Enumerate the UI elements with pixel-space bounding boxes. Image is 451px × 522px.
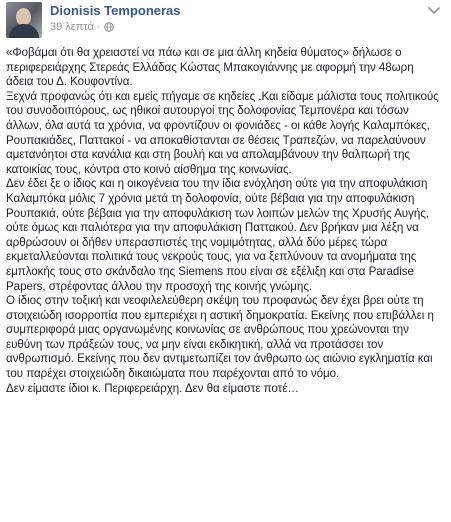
post-paragraph-2: Ξεχνά προφανώς ότι και εμείς πήγαμε σε κηδείες .Και είδαμε μάλιστα τους πολιτικούς του συνοδοιπόρους, ως ηθικοί αυτουργοί της δολοφονίας Τεμπονέρα και τόσων άλλων, όλα αυτά τα χρόνια, να φροντίζουν οι φονιάδες - οι κάθε λογής Καλαμπόκες, Ρουπακιάδες, Παττακοί - να αποκαθίστανται σε θέσεις Τραπεζών, να παρελαύνουν αμετανόητοι στα κανάλια και στη βουλή και να απολαμβάνουν την θαλπωρή της κατοικίας τους, κόντρα στο κοινό αίσθημα της κοινωνίας. — [6, 89, 439, 176]
post-paragraph-3: Δεν έδει ξε ο ίδιος και η οικογένεια του την ίδια ενόχληση ούτε για την αποφυλάκιση Καλαμπόκα μόλις 7 χρόνια μετά τη δολοφονία, ούτε βέβαια για την αποφυλάκιση Ρουπακιά, ούτε βέβαια για την αποφυλάκιση των λοιπών μελών της Χρυσής Αυγής, ούτε όμως και παλιότερα για την αποφυλάκιση Παττακού. Δεν βρήκαν μια λέξη να αρθρώσουν οι δήθεν υπερασπιστές της νομιμότητας, αλλά δύο μέρες τώρα εκμεταλλεύονται πολιτικά τους νεκρούς τους, για να ξεπλύνουν τα ανομήματα της εμπλοκής τους στο σκάνδαλο της Siemens που είναι σε εξέλιξη και στα Paradise Papers, στρέφοντας άλλου την προσοχή της κοινής γνώμης. — [6, 177, 429, 293]
author-name[interactable]: Dionisis Temponeras — [50, 3, 181, 18]
post-paragraph-1: «Φοβάμαι ότι θα χρειαστεί να πάω και σε μια άλλη κηδεία θύματος» δήλωσε ο περιφερειάρχης Στερεάς Ελλάδας Κώστας Μπακογιάννης με αφορμή την 48ωρη άδεια του Δ. Κουφοντίνα. — [6, 46, 414, 89]
avatar-shoulders — [9, 24, 39, 38]
post-time[interactable]: 39 λεπτά — [50, 21, 94, 33]
separator-dot: · — [96, 21, 101, 33]
chevron-down-icon[interactable] — [427, 6, 441, 16]
timestamp-row — [50, 20, 181, 34]
post-meta — [50, 2, 181, 34]
post-paragraph-4: Ο ίδιος στην τοξική και νεοφιλελεύθερη σκέψη του προφανώς δεν έχει βρει ούτε τη στοιχειώδη ισορροπία που εμπεριέχει η αστική δημοκρατία. Εκείνης που επιβάλλει η συμπεριφορά μιας οργανωμένης κοινωνίας σε ανθρώπους που χρεώνονται την ευθύνη των πράξεών τους, να μην είναι εκδικητική, αλλά να προτάσσει τον ανθρωπισμό. Εκείνης που δεν αντιμετωπίζει τον άνθρωπο ως αιώνιο εγκληματία και του παρέχει στοιχειώδη δικαιώματα που παρέχονται από το νόμο. — [6, 294, 434, 381]
avatar[interactable] — [6, 2, 42, 38]
post-body — [6, 46, 445, 396]
post-header — [6, 0, 445, 42]
post-paragraph-5: Δεν είμαστε ίδιοι κ. Περιφερειάρχη. Δεν θα είμαστε ποτέ… — [6, 381, 299, 395]
globe-icon[interactable] — [104, 22, 114, 32]
